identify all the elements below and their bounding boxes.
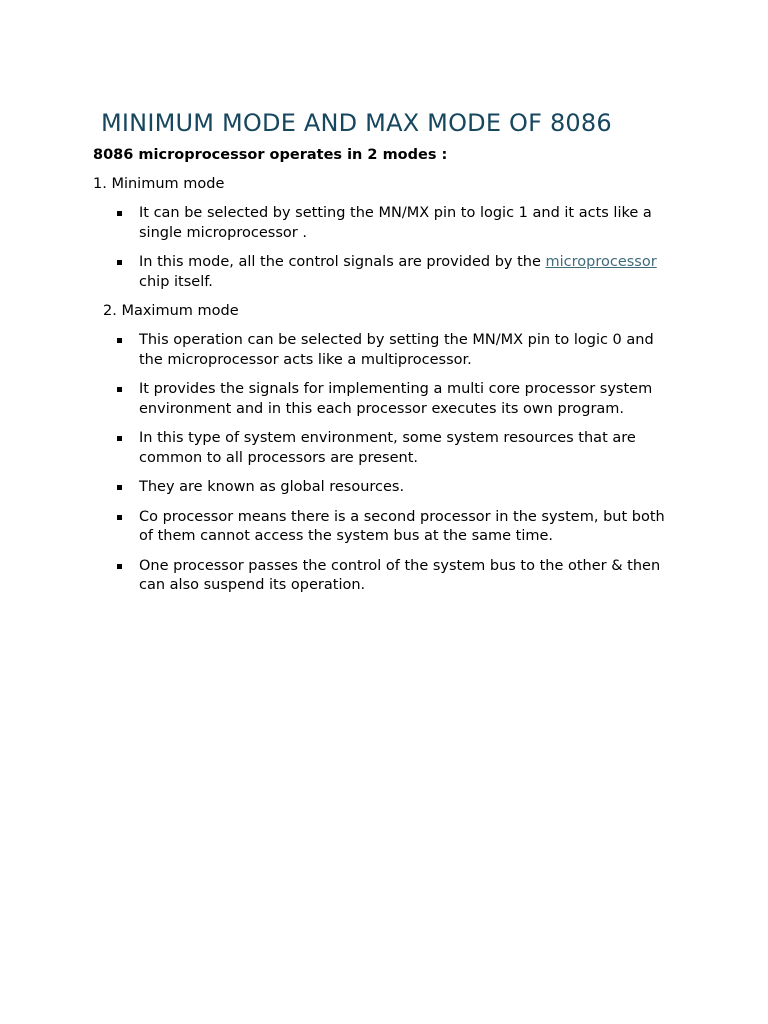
square-bullet-icon xyxy=(117,387,122,392)
section-label-minimum-mode: 1. Minimum mode xyxy=(93,176,225,192)
square-bullet-icon xyxy=(117,260,122,265)
list-item-text: Co processor means there is a second processor in the system, but both of them cannot access the system bus at the same time. xyxy=(139,508,665,544)
page-title: MINIMUM MODE AND MAX MODE OF 8086 xyxy=(101,109,612,137)
list-item xyxy=(117,478,677,498)
square-bullet-icon xyxy=(117,515,122,520)
square-bullet-icon xyxy=(117,338,122,343)
list-item-text: One processor passes the control of the system bus to the other & then can also suspend its operation. xyxy=(139,557,661,593)
list-item-text: It provides the signals for implementing a multi core processor system environment and in this each processor executes its own program. xyxy=(139,381,653,417)
square-bullet-icon xyxy=(117,485,122,490)
minimum-mode-list xyxy=(117,204,677,302)
square-bullet-icon xyxy=(117,436,122,441)
square-bullet-icon xyxy=(117,211,122,216)
list-item-text: In this type of system environment, some system resources that are common to all processors are present. xyxy=(139,430,636,466)
list-item-text: They are known as global resources. xyxy=(139,479,405,495)
list-item-text: It can be selected by setting the MN/MX pin to logic 1 and it acts like a single microprocessor . xyxy=(139,205,652,241)
list-item xyxy=(117,253,677,292)
list-item xyxy=(117,557,677,596)
list-item-text-after: chip itself. xyxy=(139,273,213,290)
intro-heading: 8086 microprocessor operates in 2 modes : xyxy=(93,147,448,163)
list-item xyxy=(117,508,677,547)
list-item-text-before: In this mode, all the control signals are provided by the xyxy=(139,254,546,270)
list-item xyxy=(117,204,677,243)
list-item xyxy=(117,380,677,419)
list-item xyxy=(117,331,677,370)
section-label-maximum-mode: 2. Maximum mode xyxy=(103,303,239,319)
list-item-text: This operation can be selected by setting the MN/MX pin to logic 0 and the microprocessor acts like a multiprocessor. xyxy=(139,332,654,368)
maximum-mode-list xyxy=(117,331,677,606)
microprocessor-link[interactable]: microprocessor xyxy=(545,254,657,270)
square-bullet-icon xyxy=(117,564,122,569)
list-item xyxy=(117,429,677,468)
